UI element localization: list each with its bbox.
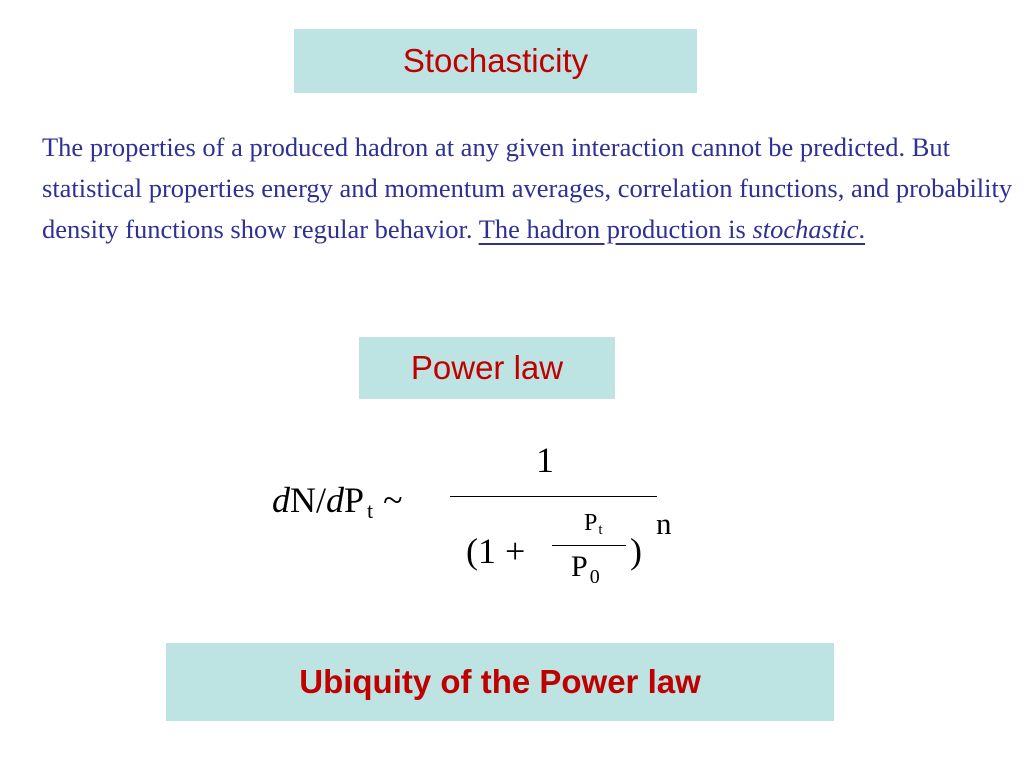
denominator-open: (1 +	[466, 531, 526, 571]
denominator-close: )	[630, 531, 642, 571]
lhs-d2: d	[326, 480, 344, 520]
paragraph-text: The properties of a produced hadron at any given interaction cannot be predicted. But statistical properties energy and momentum averages, correlation functions, and probability density functions show regular behavior.	[42, 132, 1013, 244]
tilde-symbol: ~	[383, 480, 403, 520]
exponent-n: n	[656, 506, 672, 541]
formula-numerator: 1	[536, 440, 554, 480]
inner-den-p: P	[571, 550, 588, 583]
inner-numerator	[584, 509, 603, 540]
lhs-d1: d	[272, 480, 290, 520]
lhs-p: P	[344, 480, 365, 520]
lhs-n: N/	[290, 480, 326, 520]
ubiquity-heading: Ubiquity of the Power law	[299, 663, 701, 700]
slide-title: Stochasticity	[402, 42, 589, 79]
formula-lhs	[272, 480, 403, 525]
body-paragraph	[42, 127, 1017, 250]
stochastic-word: stochastic	[752, 214, 859, 244]
inner-denominator	[571, 550, 600, 587]
inner-fraction-bar	[552, 545, 626, 546]
title-banner	[294, 29, 697, 93]
ubiquity-banner	[166, 643, 834, 721]
inner-den-subscript: 0	[589, 566, 600, 588]
power-law-heading: Power law	[410, 349, 564, 386]
power-law-banner	[359, 337, 615, 399]
underlined-prefix: The hadron production is	[478, 214, 753, 244]
inner-num-subscript: t	[598, 522, 603, 538]
inner-num-p: P	[584, 510, 598, 536]
underlined-statement	[479, 214, 865, 244]
lhs-subscript: t	[367, 498, 374, 523]
underlined-suffix: .	[858, 214, 866, 244]
main-fraction-bar	[450, 496, 657, 497]
